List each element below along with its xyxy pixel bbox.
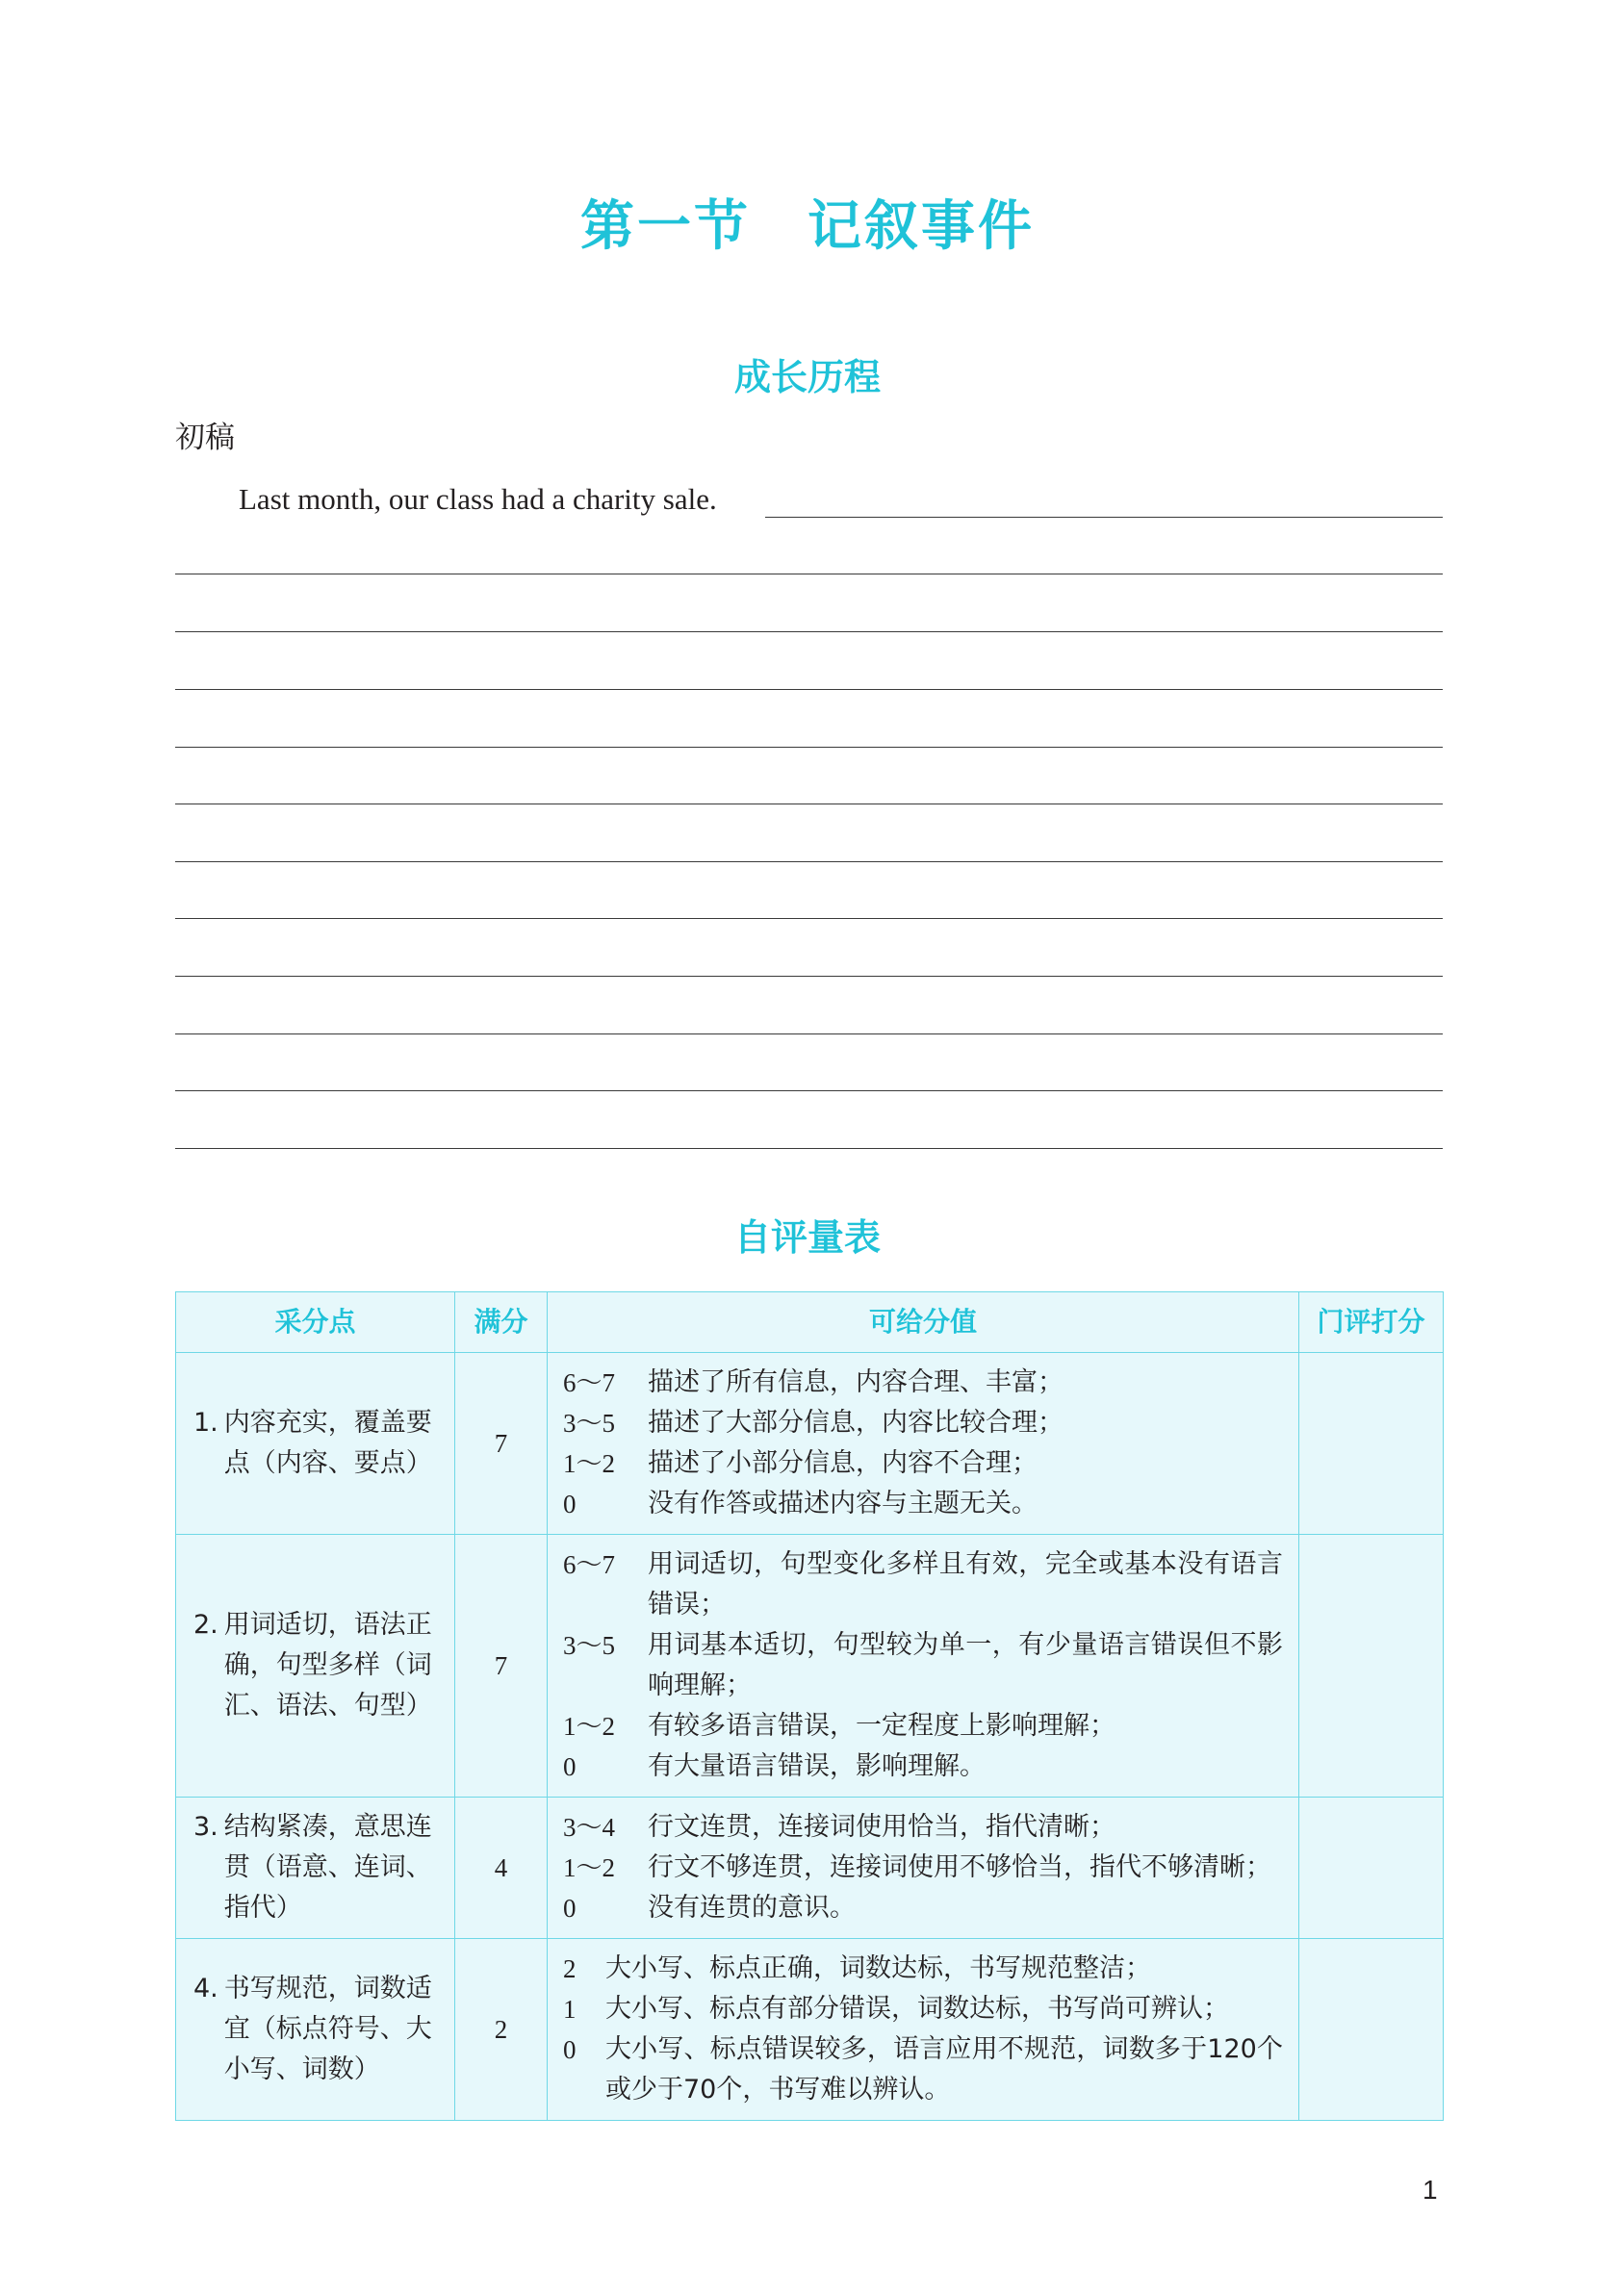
header-possible-scores: 可给分值: [548, 1292, 1299, 1353]
level-row: [563, 1949, 1283, 1989]
writing-line[interactable]: [175, 918, 1443, 919]
level-row: [563, 1807, 1283, 1848]
level-row: [563, 1747, 1283, 1787]
writing-line[interactable]: [175, 1148, 1443, 1149]
level-desc: 描述了小部分信息，内容不合理；: [648, 1448, 1038, 1478]
table-row: [176, 1798, 1444, 1939]
criterion-text: 内容充实，覆盖要点（内容、要点）: [223, 1408, 432, 1478]
level-range: 3～4: [563, 1813, 615, 1842]
level-row: [563, 1706, 1283, 1747]
level-row: [563, 2029, 1283, 2110]
criterion-number: 4.: [193, 1974, 218, 2003]
self-evaluation-table: [175, 1291, 1444, 2121]
level-desc: 大小写、标点有部分错误，词数达标，书写尚可辨认；: [605, 1994, 1229, 2024]
writing-line[interactable]: [765, 517, 1443, 518]
criterion-cell: [176, 1535, 455, 1798]
full-score-cell: 7: [455, 1353, 548, 1535]
rubric-title: 自评量表: [733, 1216, 881, 1259]
level-desc: 大小写、标点错误较多，语言应用不规范，词数多于120个或少于70个，书写难以辨认。: [605, 2034, 1283, 2105]
writing-line[interactable]: [175, 689, 1443, 690]
table-row: [176, 1535, 1444, 1798]
full-score-cell: 4: [455, 1798, 548, 1939]
criterion-number: 1.: [193, 1408, 218, 1438]
section-title: 成长历程: [733, 356, 881, 398]
peer-score-cell[interactable]: [1299, 1939, 1444, 2121]
level-row: [563, 1888, 1283, 1928]
level-range: 1: [563, 1995, 577, 2024]
levels-cell: [548, 1798, 1299, 1939]
full-score-cell: 2: [455, 1939, 548, 2121]
levels-cell: [548, 1353, 1299, 1535]
table-row: [176, 1353, 1444, 1535]
level-range: 2: [563, 1954, 577, 1983]
writing-line[interactable]: [175, 976, 1443, 977]
header-full-score: 满分: [455, 1292, 548, 1353]
levels-cell: [548, 1535, 1299, 1798]
level-row: [563, 1403, 1283, 1443]
level-range: 1～2: [563, 1712, 615, 1741]
page-number: 1: [1423, 2175, 1438, 2205]
table-row: [176, 1939, 1444, 2121]
level-range: 6～7: [563, 1550, 615, 1579]
draft-label: 初稿: [175, 421, 235, 455]
table-header-row: [176, 1292, 1444, 1353]
level-range: 0: [563, 1894, 577, 1923]
level-range: 3～5: [563, 1409, 615, 1438]
criterion-cell: [176, 1939, 455, 2121]
level-row: [563, 1544, 1283, 1625]
writing-line[interactable]: [175, 631, 1443, 632]
level-desc: 没有连贯的意识。: [648, 1893, 856, 1923]
levels-cell: [548, 1939, 1299, 2121]
level-row: [563, 1443, 1283, 1484]
lead-sentence: Last month, our class had a charity sale.: [239, 482, 717, 516]
level-desc: 描述了大部分信息，内容比较合理；: [648, 1408, 1064, 1438]
full-score-cell: 7: [455, 1535, 548, 1798]
level-range: 1～2: [563, 1853, 615, 1882]
writing-line[interactable]: [175, 1090, 1443, 1091]
header-criterion: 采分点: [176, 1292, 455, 1353]
peer-score-cell[interactable]: [1299, 1535, 1444, 1798]
level-range: 3～5: [563, 1631, 615, 1660]
level-desc: 大小写、标点正确，词数达标，书写规范整洁；: [605, 1953, 1151, 1983]
level-row: [563, 1848, 1283, 1888]
level-desc: 行文不够连贯，连接词使用不够恰当，指代不够清晰；: [648, 1852, 1271, 1882]
level-range: 0: [563, 2035, 577, 2064]
criterion-text: 书写规范，词数适宜（标点符号、大小写、词数）: [223, 1974, 432, 2084]
writing-line[interactable]: [175, 1033, 1443, 1034]
level-desc: 行文连贯，连接词使用恰当，指代清晰；: [648, 1812, 1115, 1842]
level-row: [563, 1989, 1283, 2029]
writing-line[interactable]: [175, 861, 1443, 862]
level-desc: 没有作答或描述内容与主题无关。: [648, 1489, 1038, 1518]
level-range: 0: [563, 1490, 577, 1518]
level-row: [563, 1625, 1283, 1706]
peer-score-cell[interactable]: [1299, 1798, 1444, 1939]
criterion-cell: [176, 1353, 455, 1535]
level-row: [563, 1484, 1283, 1524]
peer-score-cell[interactable]: [1299, 1353, 1444, 1535]
criterion-text: 结构紧凑，意思连贯（语意、连词、指代）: [223, 1812, 432, 1923]
level-desc: 用词基本适切，句型较为单一，有少量语言错误但不影响理解；: [648, 1630, 1283, 1700]
level-range: 1～2: [563, 1449, 615, 1478]
level-row: [563, 1363, 1283, 1403]
level-range: 6～7: [563, 1368, 615, 1397]
level-desc: 描述了所有信息，内容合理、丰富；: [648, 1367, 1064, 1397]
level-range: 0: [563, 1752, 577, 1781]
criterion-cell: [176, 1798, 455, 1939]
criterion-number: 2.: [193, 1610, 218, 1640]
criterion-text: 用词适切，语法正确，句型多样（词汇、语法、句型）: [223, 1610, 432, 1721]
criterion-number: 3.: [193, 1812, 218, 1842]
header-peer-score: 门评打分: [1299, 1292, 1444, 1353]
level-desc: 有较多语言错误，一定程度上影响理解；: [648, 1711, 1115, 1741]
chapter-title: 第一节 记叙事件: [580, 195, 1035, 258]
level-desc: 用词适切，句型变化多样且有效，完全或基本没有语言错误；: [648, 1549, 1283, 1620]
level-desc: 有大量语言错误，影响理解。: [648, 1751, 986, 1781]
writing-line[interactable]: [175, 747, 1443, 748]
